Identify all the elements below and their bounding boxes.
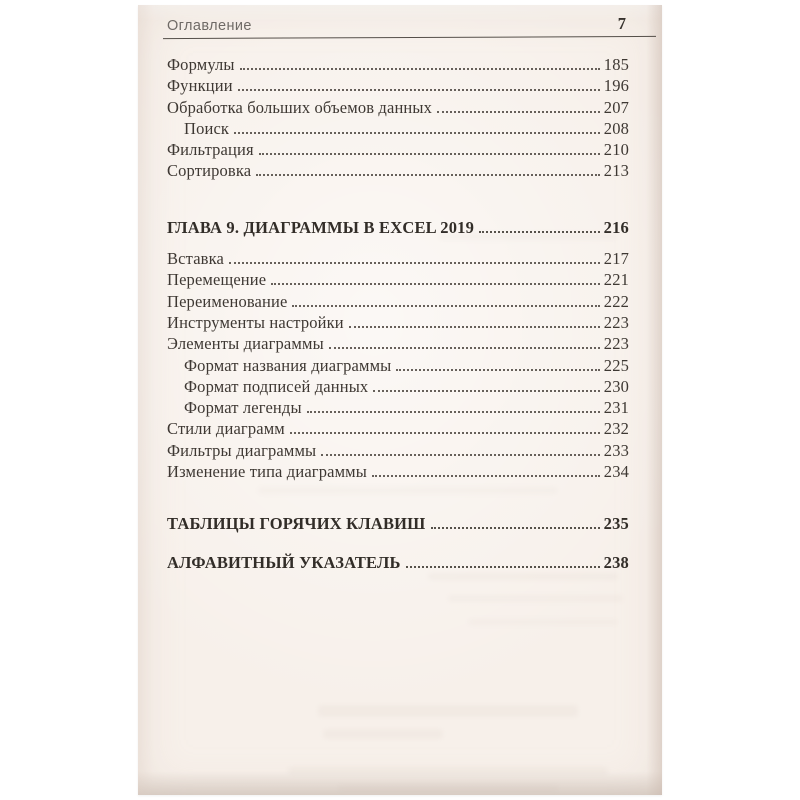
dot-leader: [321, 454, 600, 456]
toc-row: [167, 217, 629, 238]
bleed-through-mark: [448, 595, 623, 602]
dot-leader: [240, 68, 600, 70]
dot-leader: [292, 305, 599, 307]
dot-leader: [349, 326, 600, 328]
toc-row: [167, 139, 629, 160]
toc-row: [167, 418, 629, 439]
toc-entry-label: Формат названия диаграммы: [184, 355, 392, 375]
bleed-through-mark: [338, 785, 558, 791]
toc-row: [167, 248, 629, 269]
toc-row: [167, 397, 629, 418]
dot-leader: [372, 475, 600, 477]
toc-page-number: 233: [603, 440, 629, 460]
toc-entry-label: Сортировка: [167, 161, 252, 181]
toc-entry-label: Формат подписей данных: [184, 376, 369, 396]
toc-entry-label: Элементы диаграммы: [167, 334, 324, 354]
toc-row: [167, 54, 629, 75]
dot-leader: [290, 432, 600, 434]
toc-page-number: 223: [603, 312, 629, 332]
toc-entry-label: ТАБЛИЦЫ ГОРЯЧИХ КЛАВИШ: [167, 514, 426, 534]
toc-row: [167, 291, 629, 312]
toc-entry-label: Обработка больших объемов данных: [167, 97, 433, 117]
toc-row: [167, 376, 629, 397]
dot-leader: [479, 231, 600, 233]
dot-leader: [238, 89, 600, 91]
toc-entry-label: Переименование: [167, 291, 288, 311]
toc-page-number: 196: [603, 76, 629, 96]
dot-leader: [271, 283, 600, 285]
running-title: Оглавление: [167, 18, 252, 34]
dot-leader: [373, 390, 599, 392]
toc-page-number: 185: [603, 55, 629, 74]
toc-page-number: 231: [603, 398, 629, 418]
toc-page-number: 230: [603, 376, 629, 396]
dot-leader: [396, 369, 599, 371]
dot-leader: [406, 566, 600, 568]
toc-page-number: 234: [603, 462, 629, 482]
toc-row: [167, 333, 629, 354]
toc-row: [167, 118, 629, 139]
toc-entry-label: Формулы: [167, 55, 235, 74]
toc-page-number: 217: [603, 249, 629, 269]
dot-leader: [329, 347, 600, 349]
dot-leader: [256, 174, 600, 176]
toc-entry-label: Фильтры диаграммы: [167, 440, 317, 460]
toc-entry-label: Вставка: [167, 249, 224, 269]
toc-page-number: 221: [603, 270, 629, 290]
dot-leader: [431, 527, 600, 529]
page-number: 7: [617, 14, 626, 33]
toc-entry-label: Функции: [167, 76, 233, 96]
toc-row: [167, 355, 629, 376]
toc-entry-label: Поиск: [184, 118, 230, 138]
table-of-contents: [138, 38, 662, 573]
toc-entry-label: ГЛАВА 9. ДИАГРАММЫ В EXCEL 2019: [167, 217, 475, 237]
toc-row: [167, 440, 629, 461]
toc-page-number: 207: [603, 97, 629, 117]
toc-entry-label: Формат легенды: [184, 398, 302, 418]
toc-page-number: 222: [603, 291, 629, 311]
toc-page-number: 232: [603, 419, 629, 439]
bleed-through-mark: [323, 729, 443, 739]
toc-row: [167, 269, 629, 290]
toc-entry-label: Фильтрация: [167, 140, 254, 160]
toc-page-number: 223: [603, 334, 629, 354]
toc-row: [167, 461, 629, 482]
dot-leader: [234, 132, 600, 134]
toc-page-number: 238: [603, 552, 629, 572]
dot-leader: [437, 111, 600, 113]
toc-row: [167, 97, 629, 118]
bleed-through-mark: [318, 705, 578, 717]
toc-row: [167, 312, 629, 333]
toc-page-number: 235: [603, 514, 629, 534]
dot-leader: [259, 153, 600, 155]
dot-leader: [307, 411, 600, 413]
toc-page-number: 216: [603, 217, 629, 237]
bleed-through-mark: [288, 767, 608, 775]
page-header: [138, 5, 662, 34]
toc-page-number: 213: [603, 161, 629, 181]
dot-leader: [229, 262, 600, 264]
toc-entry-label: АЛФАВИТНЫЙ УКАЗАТЕЛЬ: [167, 552, 401, 572]
toc-entry-label: Перемещение: [167, 270, 267, 290]
bleed-through-mark: [468, 619, 618, 625]
toc-row: [167, 75, 629, 96]
toc-row: [167, 513, 629, 534]
book-page: [138, 5, 662, 795]
toc-entry-label: Инструменты настройки: [167, 312, 344, 332]
toc-page-number: 225: [603, 355, 629, 375]
toc-row: [167, 552, 629, 573]
bleed-through-mark: [428, 573, 618, 580]
toc-row: [167, 160, 629, 181]
toc-page-number: 208: [603, 118, 629, 138]
toc-entry-label: Стили диаграмм: [167, 419, 285, 439]
toc-page-number: 210: [603, 140, 629, 160]
toc-entry-label: Изменение типа диаграммы: [167, 462, 368, 482]
